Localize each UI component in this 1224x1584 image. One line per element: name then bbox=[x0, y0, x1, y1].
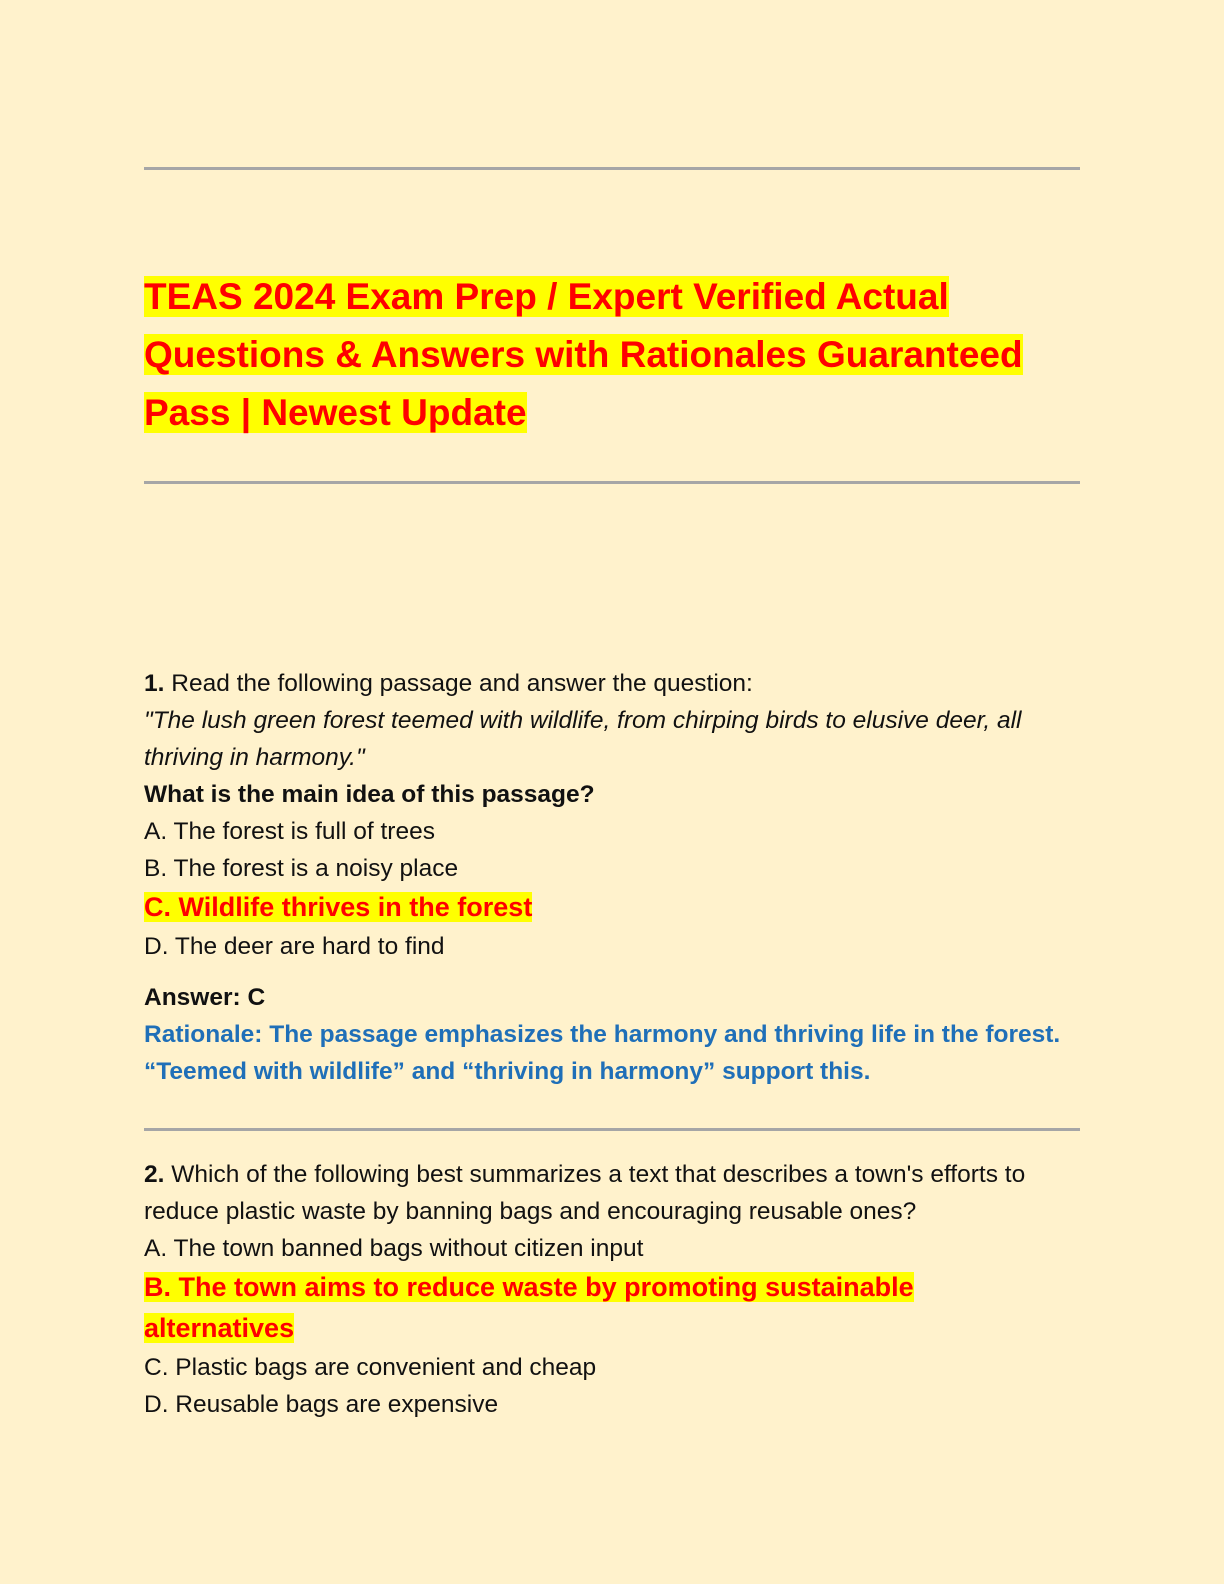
document-title bbox=[144, 268, 1080, 442]
question-2-option-b-correct bbox=[144, 1267, 944, 1349]
question-1-prompt-text: Read the following passage and answer the question: bbox=[164, 670, 753, 697]
question-1-rationale: Rationale: The passage emphasizes the harmony and thriving life in the forest. “Teemed with wildlife” and “thriving in harmony” support this. bbox=[144, 1021, 1061, 1085]
question-1-option-c-text: C. Wildlife thrives in the forest bbox=[144, 892, 533, 922]
question-1-option-c-correct bbox=[144, 887, 1080, 928]
title-text: TEAS 2024 Exam Prep / Expert Verified Actual Questions & Answers with Rationales Guaranteed Pass | Newest Update bbox=[144, 276, 1023, 433]
question-2-option-d: D. Reusable bags are expensive bbox=[144, 1391, 499, 1418]
document-page bbox=[144, 0, 1080, 1584]
top-divider bbox=[144, 167, 1080, 170]
question-1-option-a: A. The forest is full of trees bbox=[144, 818, 435, 845]
question-1-prompt bbox=[144, 665, 1080, 702]
question-1-passage: "The lush green forest teemed with wildlife, from chirping birds to elusive deer, all thriving in harmony." bbox=[144, 707, 1022, 771]
question-1-option-b: B. The forest is a noisy place bbox=[144, 855, 459, 882]
title-divider bbox=[144, 481, 1080, 484]
question-2-option-c: C. Plastic bags are convenient and cheap bbox=[144, 1354, 597, 1381]
question-2-prompt-text: Which of the following best summarizes a text that describes a town's efforts to reduce plastic waste by banning bags and encouraging reusable ones? bbox=[144, 1161, 1026, 1225]
question-1-option-d: D. The deer are hard to find bbox=[144, 933, 445, 960]
question-1-number: 1. bbox=[144, 670, 165, 697]
question-1 bbox=[144, 665, 1080, 1090]
question-1-answer: Answer: C bbox=[144, 984, 266, 1011]
question-2-option-a: A. The town banned bags without citizen input bbox=[144, 1235, 644, 1262]
question-2-prompt bbox=[144, 1156, 1080, 1230]
question-2-number: 2. bbox=[144, 1161, 165, 1188]
question-divider bbox=[144, 1128, 1080, 1131]
question-1-question: What is the main idea of this passage? bbox=[144, 781, 595, 808]
question-2-option-b-text: B. The town aims to reduce waste by promoting sustainable alternatives bbox=[144, 1272, 914, 1343]
question-2 bbox=[144, 1156, 1080, 1423]
